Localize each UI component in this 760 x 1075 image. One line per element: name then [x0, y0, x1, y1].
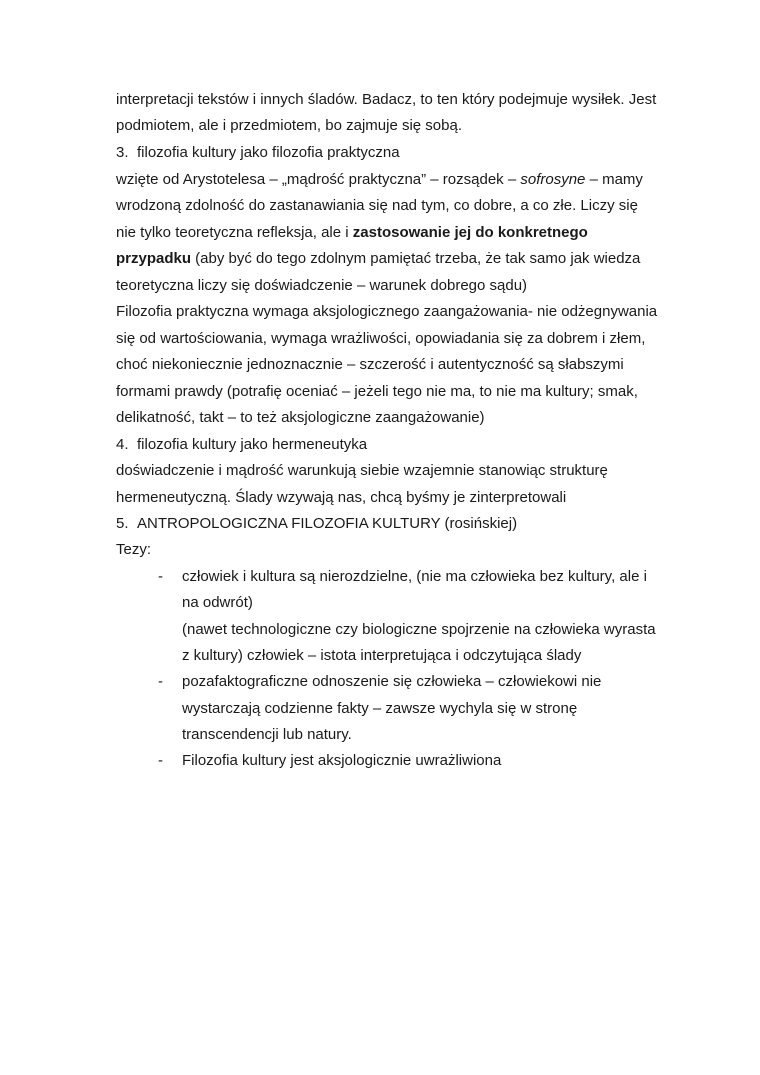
list-item-line: pozafaktograficzne odnoszenie się człowieka – człowiekowi nie — [182, 673, 602, 690]
text-line: wrodzoną zdolność do zastanawiania się nad tym, co dobre, a co złe. Liczy się — [116, 197, 638, 214]
section-3-number: 3. — [116, 144, 129, 161]
bullet-dash: - — [158, 568, 163, 585]
text-line: choć niekoniecznie jednoznacznie – szczerość i autentyczność są słabszymi — [116, 356, 624, 373]
bold-phrase: przypadku — [116, 250, 192, 267]
list-item-line: (nawet technologiczne czy biologiczne spojrzenie na człowieka wyrasta — [182, 621, 656, 638]
section-5-number: 5. — [116, 515, 129, 532]
text-line: interpretacji tekstów i innych śladów. Badacz, to ten który podejmuje wysiłek. Jest — [116, 91, 657, 108]
text-line: Filozofia praktyczna wymaga aksjologicznego zaangażowania- nie odżegnywania — [116, 303, 658, 320]
tezy-label: Tezy: — [116, 541, 152, 558]
text-line: formami prawdy (potrafię oceniać – jeżeli tego nie ma, to nie ma kultury; smak, — [116, 383, 638, 400]
bullet-dash: - — [158, 673, 163, 690]
text-line: podmiotem, ale i przedmiotem, bo zajmuje się sobą. — [116, 117, 462, 134]
list-item-line: na odwrót) — [182, 594, 253, 611]
list-item-line: człowiek i kultura są nierozdzielne, (nie ma człowieka bez kultury, ale i — [182, 568, 647, 585]
bold-phrase: zastosowanie jej do konkretnego — [352, 224, 588, 241]
text-line: hermeneutyczną. Ślady wzywają nas, chcą byśmy je zinterpretowali — [116, 489, 567, 506]
text-line — [116, 250, 640, 268]
text-span: – mamy — [585, 171, 643, 188]
list-item-line: wystarczają codzienne fakty – zawsze wychyla się w stronę — [182, 700, 578, 717]
text-line: teoretyczna liczy się doświadczenie – warunek dobrego sądu) — [116, 277, 528, 294]
text-span: nie tylko teoretyczna refleksja, ale i — [116, 224, 353, 241]
bullet-dash: - — [158, 752, 163, 769]
text-line — [116, 224, 588, 242]
section-3-heading: filozofia kultury jako filozofia praktyczna — [137, 144, 400, 161]
text-line: doświadczenie i mądrość warunkują siebie wzajemnie stanowiąc strukturę — [116, 462, 608, 479]
list-item-line: Filozofia kultury jest aksjologicznie uwrażliwiona — [182, 752, 502, 769]
italic-term: sofrosyne — [520, 171, 586, 188]
section-4-number: 4. — [116, 436, 129, 453]
text-span: wzięte od Arystotelesa – „mądrość praktyczna” – rozsądek – — [116, 171, 521, 188]
text-line: delikatność, takt – to też aksjologiczne zaangażowanie) — [116, 409, 485, 426]
section-5-heading: ANTROPOLOGICZNA FILOZOFIA KULTURY (rosińskiej) — [137, 515, 518, 532]
text-span: (aby być do tego zdolnym pamiętać trzeba, że tak samo jak wiedza — [191, 250, 641, 267]
text-line — [116, 171, 643, 189]
list-item-line: z kultury) człowiek – istota interpretująca i odczytująca ślady — [182, 647, 582, 664]
list-item-line: transcendencji lub natury. — [182, 726, 352, 743]
text-line: się od wartościowania, wymaga wrażliwości, opowiadania się za dobrem i złem, — [116, 330, 646, 347]
section-4-heading: filozofia kultury jako hermeneutyka — [137, 436, 368, 453]
